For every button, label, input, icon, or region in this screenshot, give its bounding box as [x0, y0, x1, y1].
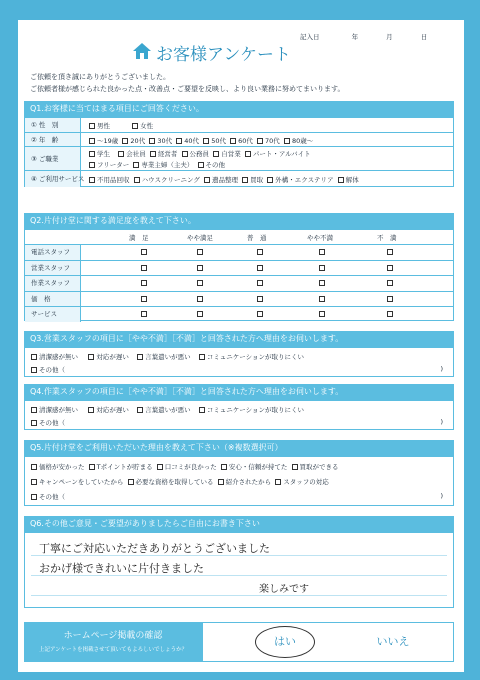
yes-label: はい	[274, 635, 296, 648]
checkbox[interactable]	[197, 296, 203, 302]
option-label: 買取ができる	[299, 463, 339, 471]
checkbox[interactable]	[319, 296, 325, 302]
q1-title: Q1.お客様に当てはまる項目にご回答ください。	[24, 101, 454, 117]
q2-row-label: 電話スタッフ	[25, 245, 81, 260]
checkbox[interactable]	[141, 265, 147, 271]
col-label: 満 足	[129, 234, 149, 242]
checkbox[interactable]	[150, 151, 156, 157]
option-label: 口コミが良かった	[164, 463, 217, 471]
q4-box: 清潔感が無い 対応が遅い 言葉遣いが悪い コミュニケーションが取りにくい その他（ )	[24, 400, 454, 430]
checkbox[interactable]	[88, 407, 94, 413]
checkbox[interactable]	[141, 249, 147, 255]
option-label: コミュニケーションが取りにくい	[206, 353, 304, 361]
checkbox[interactable]	[199, 407, 205, 413]
option-label: 70代	[265, 137, 280, 145]
checkbox[interactable]	[132, 123, 138, 129]
checkbox[interactable]	[257, 249, 263, 255]
option-label: スタッフの対応	[283, 478, 329, 486]
option-label: 言葉遣いが悪い	[145, 406, 191, 414]
col-label: 不 満	[377, 234, 397, 242]
checkbox[interactable]	[133, 162, 139, 168]
checkbox[interactable]	[176, 138, 182, 144]
hp-subtitle: 上記アンケートを掲載させて頂いてもよろしいでしょうか？	[38, 647, 188, 653]
checkbox[interactable]	[197, 265, 203, 271]
q6-title: Q6.その他ご意見・ご要望がありましたらご自由にお書き下さい	[24, 516, 454, 532]
checkbox[interactable]	[267, 177, 273, 183]
checkbox[interactable]	[292, 464, 298, 470]
checkbox[interactable]	[338, 177, 344, 183]
option-label: 清潔感が無い	[39, 353, 78, 361]
checkbox[interactable]	[89, 138, 95, 144]
checkbox[interactable]	[31, 367, 37, 373]
checkbox[interactable]	[319, 311, 325, 317]
option-label: 会社員	[126, 150, 146, 158]
q2-row	[25, 306, 453, 322]
option-label: 価格が安かった	[39, 463, 85, 471]
option-label: 専業主婦（主夫）	[141, 161, 194, 169]
checkbox[interactable]	[141, 280, 147, 286]
handwriting-line-2: おかげ様できれいに片付きました	[39, 562, 204, 575]
checkbox[interactable]	[221, 464, 227, 470]
option-label: コミュニケーションが取りにくい	[206, 406, 304, 414]
checkbox[interactable]	[387, 265, 393, 271]
option-label: 紹介されたから	[225, 478, 272, 486]
q2-row-label: サービス	[25, 307, 81, 322]
checkbox[interactable]	[242, 177, 248, 183]
checkbox[interactable]	[31, 464, 37, 470]
option-label: 経営者	[157, 150, 178, 158]
checkbox[interactable]	[141, 296, 147, 302]
q5-box: 価格が安かった Tポイントが貯まる 口コミが良かった 安心・信頼が持てた 買取ができる キャンペーンをしていたから 必要な資格を取得している 紹介されたから スタッフの対応 その他（ )	[24, 456, 454, 506]
no-option[interactable]	[363, 626, 423, 658]
checkbox[interactable]	[137, 354, 143, 360]
option-label: 80歳～	[291, 137, 314, 145]
logo-house-icon	[132, 42, 152, 60]
q1-label: ① 性 別	[25, 118, 81, 132]
checkbox[interactable]	[137, 407, 143, 413]
col-label: やや不満	[307, 234, 333, 242]
option-label: 50代	[211, 137, 226, 145]
checkbox[interactable]	[387, 311, 393, 317]
handwriting-line-1: 丁寧にご対応いただきありがとうございました	[39, 542, 270, 555]
yes-option[interactable]	[255, 626, 315, 658]
q2-row	[25, 260, 453, 276]
option-label: その他（	[39, 493, 65, 501]
checkbox[interactable]	[134, 177, 140, 183]
option-label: 遺品整理	[211, 176, 238, 184]
day-label: 日	[420, 33, 428, 41]
q1-label: ② 年 齢	[25, 133, 81, 146]
option-label: 不用品回収	[97, 176, 130, 184]
checkbox[interactable]	[319, 249, 325, 255]
option-label: ハウスクリーニング	[141, 176, 200, 184]
hp-title: ホームページ掲載の確認	[63, 631, 163, 641]
option-label: 60代	[238, 137, 253, 145]
checkbox[interactable]	[387, 249, 393, 255]
handwriting-line-3: 楽しみです	[259, 584, 309, 595]
checkbox[interactable]	[257, 296, 263, 302]
checkbox[interactable]	[122, 138, 128, 144]
checkbox[interactable]	[218, 479, 224, 485]
checkbox[interactable]	[31, 354, 37, 360]
q2-row	[25, 291, 453, 307]
checkbox[interactable]	[257, 311, 263, 317]
option-label: 清潔感が無い	[39, 406, 78, 414]
hp-confirm-panel	[24, 622, 202, 662]
option-label: キャンペーンをしていたから	[39, 478, 124, 486]
option-label: 男性	[97, 122, 110, 130]
checkbox[interactable]	[198, 162, 204, 168]
q2-row-label: 作業スタッフ	[25, 276, 81, 291]
option-label: 自営業	[221, 150, 241, 158]
checkbox[interactable]	[245, 151, 251, 157]
checkbox[interactable]	[319, 280, 325, 286]
col-label: やや満足	[187, 234, 213, 242]
checkbox[interactable]	[141, 311, 147, 317]
page-title: お客様アンケート	[156, 45, 291, 65]
option-label: 言葉遣いが悪い	[145, 353, 191, 361]
option-label: 40代	[184, 137, 200, 145]
checkbox[interactable]	[204, 177, 210, 183]
option-label: 必要な資格を取得している	[135, 478, 214, 486]
q1-table	[24, 117, 454, 187]
intro-line-1: ご依頼を頂き誠にありがとうございました。	[30, 73, 170, 81]
checkbox[interactable]	[157, 464, 163, 470]
q2-title: Q2.片付け堂に関する満足度を教えて下さい。	[24, 213, 454, 229]
answer-area	[202, 622, 454, 662]
option-label: その他（	[39, 419, 65, 427]
intro-line-2: ご依頼者様が感じられた良かった点・改善点・ご要望を反映し、より良い業務に努めてまいります。	[30, 85, 345, 93]
q4-title: Q4.作業スタッフの項目に［やや不満］［不満］と回答された方へ理由をお伺いします。	[24, 384, 454, 400]
option-label: 外構・エクステリア	[275, 176, 334, 184]
q6-box[interactable]	[24, 532, 454, 608]
checkbox[interactable]	[387, 296, 393, 302]
q2-header	[25, 230, 453, 244]
checkbox[interactable]	[319, 265, 325, 271]
checkbox[interactable]	[89, 177, 95, 183]
q1-label: ④ ご利用サービス	[25, 171, 81, 187]
option-label: ～19歳	[97, 137, 119, 145]
date-label: 記入日	[300, 33, 320, 41]
option-label: 30代	[157, 137, 173, 145]
date-line	[300, 32, 450, 41]
option-label: 買取	[250, 176, 264, 184]
checkbox[interactable]	[213, 151, 219, 157]
option-label: その他（	[39, 366, 65, 374]
q3-title: Q3.営業スタッフの項目に［やや不満］［不満］と回答された方へ理由をお伺いします。	[24, 331, 454, 347]
checkbox[interactable]	[257, 265, 263, 271]
option-label: 対応が遅い	[96, 406, 129, 414]
option-label: 20代	[130, 137, 146, 145]
q2-table	[24, 229, 454, 321]
checkbox[interactable]	[89, 151, 95, 157]
checkbox[interactable]	[31, 479, 37, 485]
option-label: 公務員	[189, 150, 210, 158]
option-label: 女性	[140, 122, 154, 130]
q1-label: ③ ご職業	[25, 147, 81, 170]
checkbox[interactable]	[257, 280, 263, 286]
checkbox[interactable]	[182, 151, 188, 157]
option-label: フリーター	[97, 161, 130, 169]
checkbox[interactable]	[128, 479, 134, 485]
checkbox[interactable]	[118, 151, 124, 157]
option-label: その他	[205, 161, 226, 169]
q5-title: Q5.片付け堂をご利用いただいた理由を教えて下さい（※複数選択可）	[24, 440, 454, 456]
q2-row-label: 営業スタッフ	[25, 261, 81, 276]
q1-row-service	[25, 170, 453, 187]
checkbox[interactable]	[387, 280, 393, 286]
checkbox[interactable]	[203, 138, 209, 144]
q1-row-age	[25, 132, 453, 146]
checkbox[interactable]	[89, 464, 95, 470]
col-label: 普 通	[247, 234, 267, 242]
checkbox[interactable]	[275, 479, 281, 485]
no-label: いいえ	[376, 635, 410, 648]
option-label: 対応が遅い	[96, 353, 129, 361]
option-label: 解体	[345, 176, 359, 184]
checkbox[interactable]	[88, 354, 94, 360]
q2-row	[25, 275, 453, 291]
checkbox[interactable]	[230, 138, 236, 144]
option-label: Tポイントが貯まる	[96, 463, 153, 471]
q1-row-job	[25, 146, 453, 170]
q2-row	[25, 244, 453, 260]
checkbox[interactable]	[197, 280, 203, 286]
q2-row-label: 価 格	[25, 292, 81, 307]
checkbox[interactable]	[257, 138, 263, 144]
option-label: 学生	[97, 150, 110, 158]
checkbox[interactable]	[31, 420, 37, 426]
checkbox[interactable]	[89, 123, 95, 129]
checkbox[interactable]	[284, 138, 290, 144]
checkbox[interactable]	[149, 138, 155, 144]
option-label: 安心・信頼が持てた	[228, 463, 288, 471]
checkbox[interactable]	[199, 354, 205, 360]
checkbox[interactable]	[197, 249, 203, 255]
q1-row-gender	[25, 118, 453, 132]
checkbox[interactable]	[197, 311, 203, 317]
year-label: 年	[351, 33, 359, 41]
checkbox[interactable]	[89, 162, 95, 168]
q3-box: 清潔感が無い 対応が遅い 言葉遣いが悪い コミュニケーションが取りにくい その他（ )	[24, 347, 454, 377]
month-label: 月	[386, 33, 393, 41]
option-label: パート・アルバイト	[252, 150, 311, 158]
checkbox[interactable]	[31, 494, 37, 500]
checkbox[interactable]	[31, 407, 37, 413]
